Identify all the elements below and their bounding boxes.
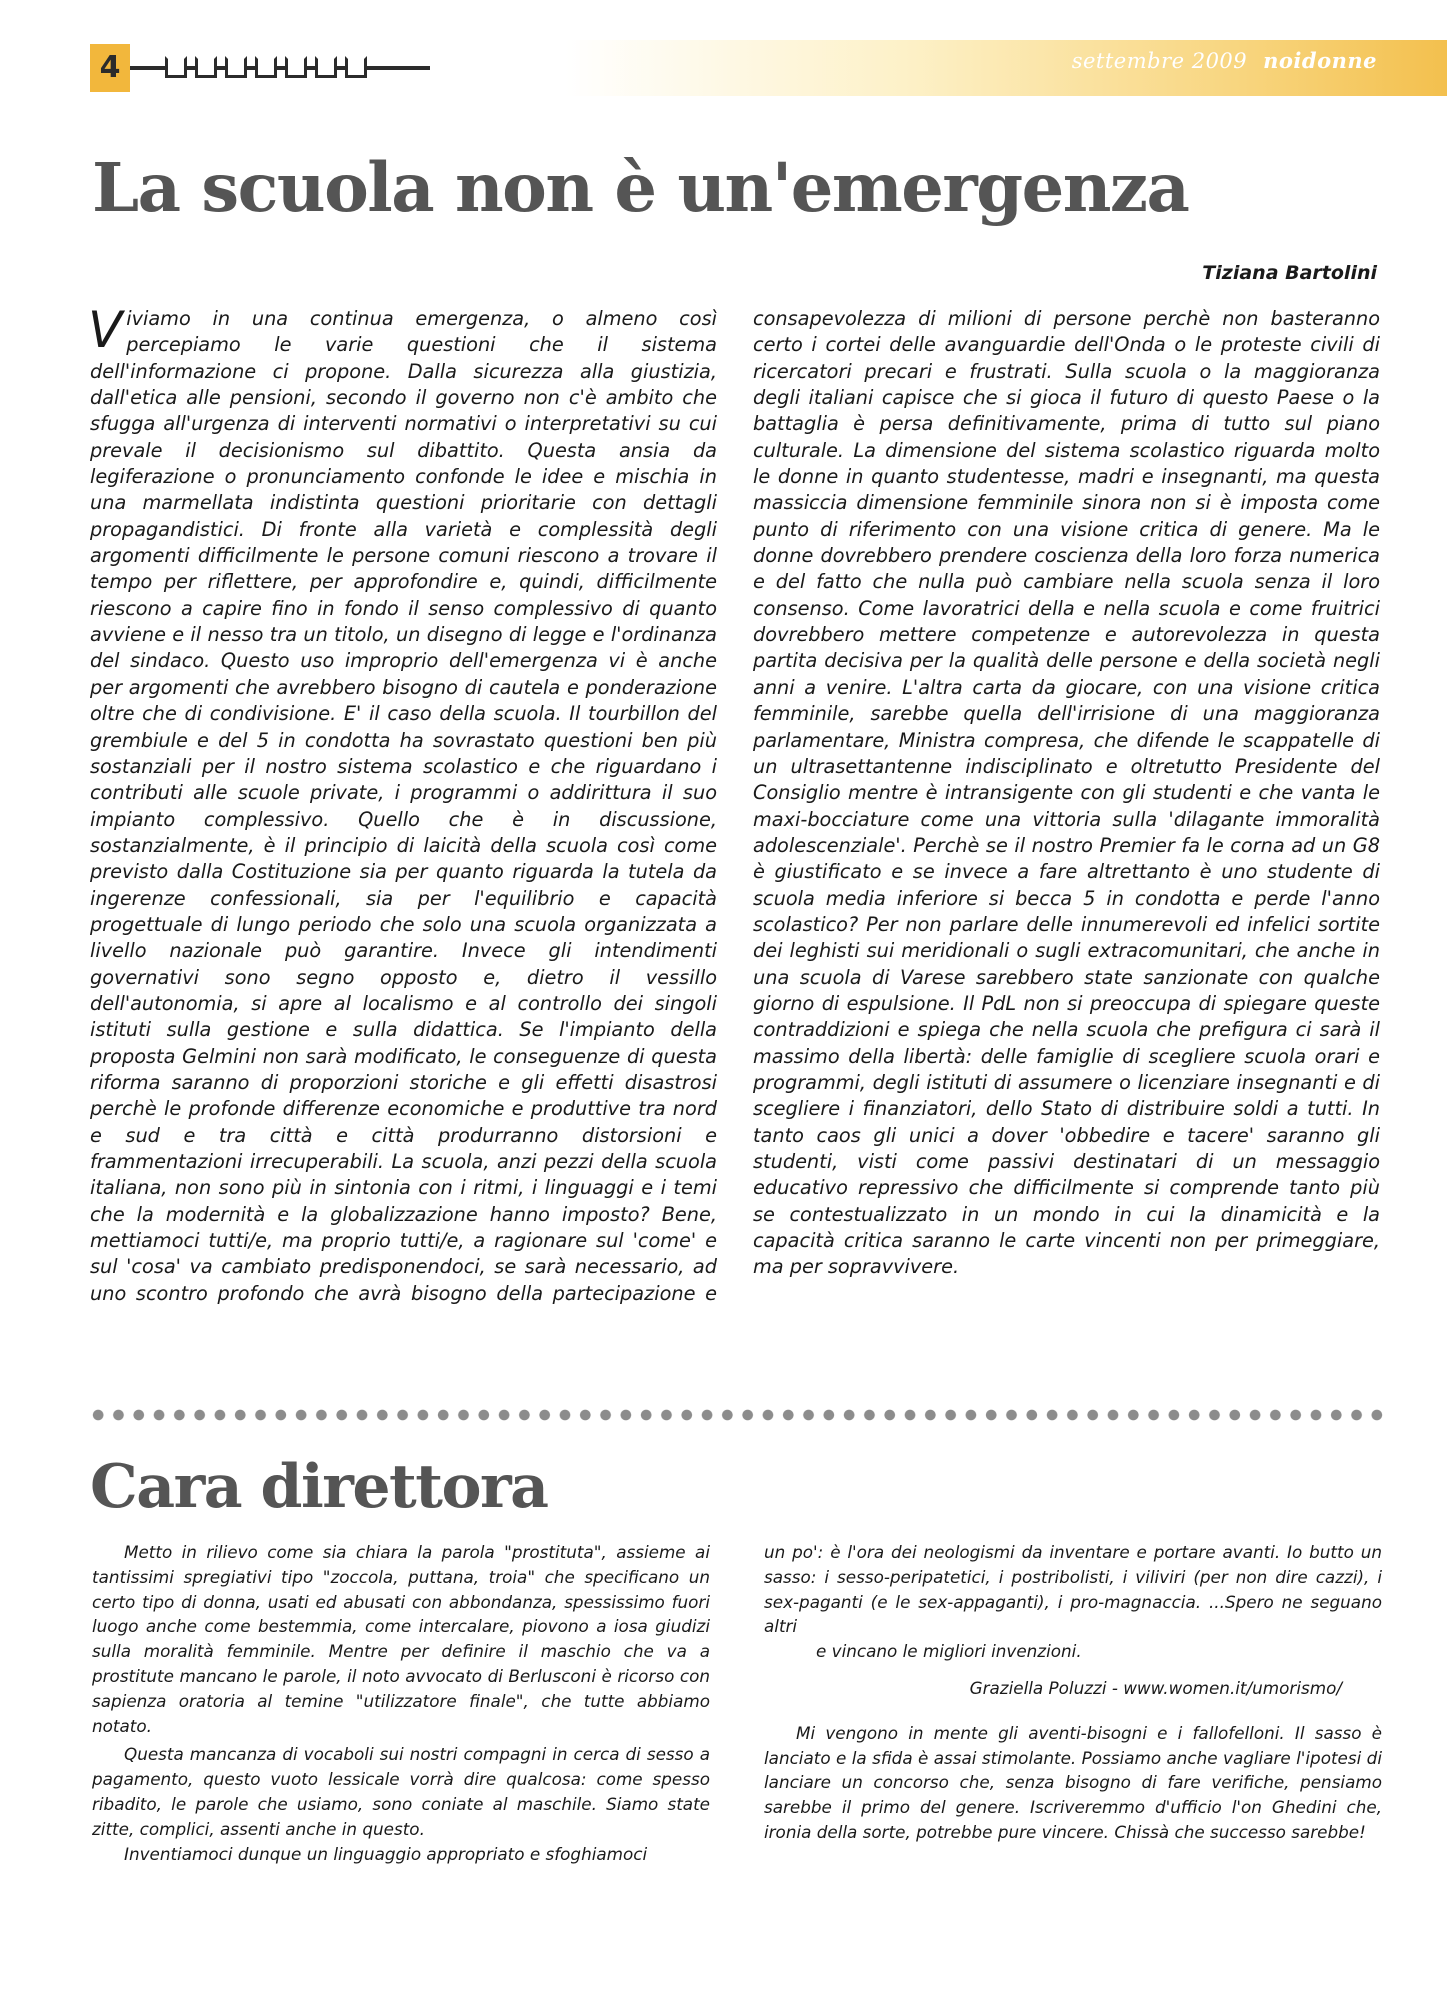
letter-paragraph: Mi vengono in mente gli aventi-bisogni e i fallofelloni. Il sasso è lanciato e la sfida è assai stimolante. Possiamo anche vagliare l'ipotesi di lanciare un concorso che, senza bisogno di fare verifiche, pensiamo sarebbe il primo del genere. Iscriveremmo d'ufficio l'on Ghedini che, ironia della sorte, potrebbe pure vincere. Chissà che successo sarebbe! — [764, 1722, 1382, 1842]
article-text: iviamo in una continua emergenza, o almeno così percepiamo le varie questioni che il sistema dell'informazione ci propone. Dalla sicurezza alla giustizia, dall'etica alle pensioni, secondo il governo non c'è ambito che sfugga all'urgenza di interventi normativi o interpretativi su cui prevale il decisionismo sul dibattito. Questa ansia da legiferazione o pronunciamento confonde le idee e mischia in una marmellata indistinta questioni prioritarie con dettagli propagandistici. Di fronte alla varietà e complessità degli argomenti difficilmente le persone comuni riescono a trovare il tempo per riflettere, per approfondire e, quindi, difficilmente riescono a capire fino in fondo il senso complessivo di quanto avviene e il nesso tra un titolo, un disegno di legge e l'ordinanza del sindaco. Questo uso improprio dell'emergenza vi è anche per argomenti che avrebbero bisogno di cautela e ponderazione oltre che di condivisione. E' il caso della scuola. Il tourbillon del grembiule e del 5 in condotta ha sovrastato questioni ben più sostanziali per il nostro sistema scolastico e che riguardano i contributi alle scuole private, i programmi o addirittura il suo impianto complessivo. Quello che è in discussione, sostanzialmente, è il principio di laicità della scuola così come previsto dalla Costituzione sia per quanto riguarda la tutela da ingerenze confessionali, sia per l'equilibrio e capacità progettuale di lungo periodo che solo una scuola organizzata a livello nazionale può garantire. Invece gli intendimenti governativi sono segno opposto e, dietro il vessillo dell'autonomia, si apre al localismo e al controllo dei singoli istituti sulla gestione e sulla didattica. Se l'impianto della proposta Gelmini non sarà modificato, le conseguenze di questa riforma saranno di proporzioni storiche e gli effetti disastrosi perchè le profonde differenze economiche e produttive tra nord e sud e tra città e città produrranno distorsioni e frammentazioni irrecuperabili. La scuola, anzi pezzi della scuola italiana, non sono più in sintonia con i ritmi, i linguaggi e i temi che la modernità e la globalizzazione hanno imposto? Bene, mettiamoci tutti/e, ma proprio tutti/e, a ragionare sul 'come' e sul 'cosa' va cambiato predisponendoci, se sarà necessario, ad uno scontro profondo che avrà bisogno della partecipazione e consapevolezza di milioni di persone perchè non basteranno certo i cortei delle avanguardie dell'Onda o le proteste civili di ricercatori precari e frustrati. Sulla scuola o la maggioranza degli italiani capisce che si gioca il futuro di questo Paese o la battaglia è persa definitivamente, prima di tutto sul piano culturale. La dimensione del sistema scolastico riguarda molto le donne in quanto studentesse, madri e insegnanti, ma questa massiccia dimensione femminile sinora non si è imposta come punto di riferimento con una visione critica di genere. Ma le donne dovrebbero prendere coscienza della loro forza numerica e del fatto che nulla può cambiare nella scuola senza il loro consenso. Come lavoratrici della e nella scuola e come fruitrici dovrebbero mettere competenze e autorevolezza in questa partita decisiva per la qualità delle persone e della società negli anni a venire. L'altra carta da giocare, con una visione critica femminile, sarebbe quella dell'irrisione di una maggioranza parlamentare, Ministra compresa, che difende le scappatelle di un ultrasettantenne indisciplinato e oltretutto Presidente del Consiglio mentre è intransigente con gli studenti e che vanta le maxi-bocciature come una vittoria sulla 'dilagante immoralità adolescenziale'. Perchè se il nostro Premier fa le corna ad un G8 è giustificato e se invece a fare altrettanto è uno studente di scuola media inferiore si becca 5 in condotta e perde l'anno scolastico? Per non parlare delle innumerevoli ed infelici sortite dei leghisti sui meridionali o sugli extracomunitari, che anche in una scuola di Varese sarebbero state sanzionate con qualche giorno di espulsione. Il PdL non si preoccupa di spiegare queste contraddizioni e spiega che nella scuola che prefigura ci sarà il massimo della libertà: delle famiglie di scegliere scuola orari e programmi, degli istituti di assumere o licenziare insegnanti e di scegliere i finanziatori, dello Stato di distribuire soldi a tutti. In tanto caos gli unici a dover 'obbedire e tacere' saranno gli studenti, visti come passivi destinatari di un messaggio educativo repressivo che difficilmente si comprende tanto più se contestualizzato in un mondo in cui la dinamicità e la capacità critica saranno le carte vincenti non per primeggiare, ma per sopravvivere. — [90, 307, 1380, 1305]
letters-body — [92, 1540, 1382, 1970]
article-author: Tiziana Bartolini — [1202, 262, 1377, 284]
letter-verse: e vincano le migliori invenzioni. — [816, 1641, 1082, 1662]
dotted-divider — [88, 1409, 1388, 1421]
letter-paragraph: Questa mancanza di vocaboli sui nostri compagni in cerca di sesso a pagamento, questo vuoto lessicale vorrà dire qualcosa: come spesso ribadito, le parole che usiamo, sono coniate al maschile. Siamo state zitte, complici, assenti anche in questo. — [92, 1744, 710, 1839]
header-box — [285, 56, 307, 78]
letter-paragraph: un po': è l'ora dei neologismi da inventare e portare avanti. Io butto un sasso: i sesso-peripatetici, i postribolisti, i viliviri (per non dire cazzi), i sex-paganti (e le sex-appaganti), i pro-magnaccia. ...Spero ne seguano altri — [764, 1542, 1382, 1637]
article-body — [88, 301, 1380, 1382]
header-box — [315, 56, 337, 78]
letter-paragraph: Metto in rilievo come sia chiara la parola "prostituta", assieme ai tantissimi spregiativi tipo "zoccola, puttana, troia" che specificano un certo tipo di donna, usati ed abusati con abbondanza, spessissimo fuori luogo anche come bestemmia, come intercalare, piovono a iosa giudizi sulla moralità femminile. Mentre per definire il maschio che va a prostitute mancano le parole, il noto avvocato di Berlusconi è ricorso con sapienza oratoria al temine "utilizzatore finale", che tutte abbiamo notato. — [92, 1542, 710, 1736]
drop-cap: V — [88, 301, 123, 359]
article-paragraph — [88, 301, 1380, 1307]
header-box — [225, 56, 247, 78]
header-box — [165, 56, 187, 78]
letter-paragraph: Inventiamoci dunque un linguaggio appropriato e sfoghiamoci — [124, 1843, 648, 1864]
page-number: 4 — [90, 44, 130, 92]
header-box — [255, 56, 277, 78]
header-decoration — [165, 56, 367, 78]
header-box — [345, 56, 367, 78]
header-box — [195, 56, 217, 78]
letter-signature: Graziella Poluzzi - www.women.it/umorismo/ — [969, 1677, 1342, 1698]
issue-date: settembre 2009 — [1071, 49, 1248, 73]
article-title: La scuola non è un'emergenza — [92, 148, 1189, 227]
magazine-name: noidonne — [1263, 48, 1377, 73]
letters-title: Cara direttora — [90, 1452, 548, 1522]
issue-info — [1072, 48, 1377, 73]
